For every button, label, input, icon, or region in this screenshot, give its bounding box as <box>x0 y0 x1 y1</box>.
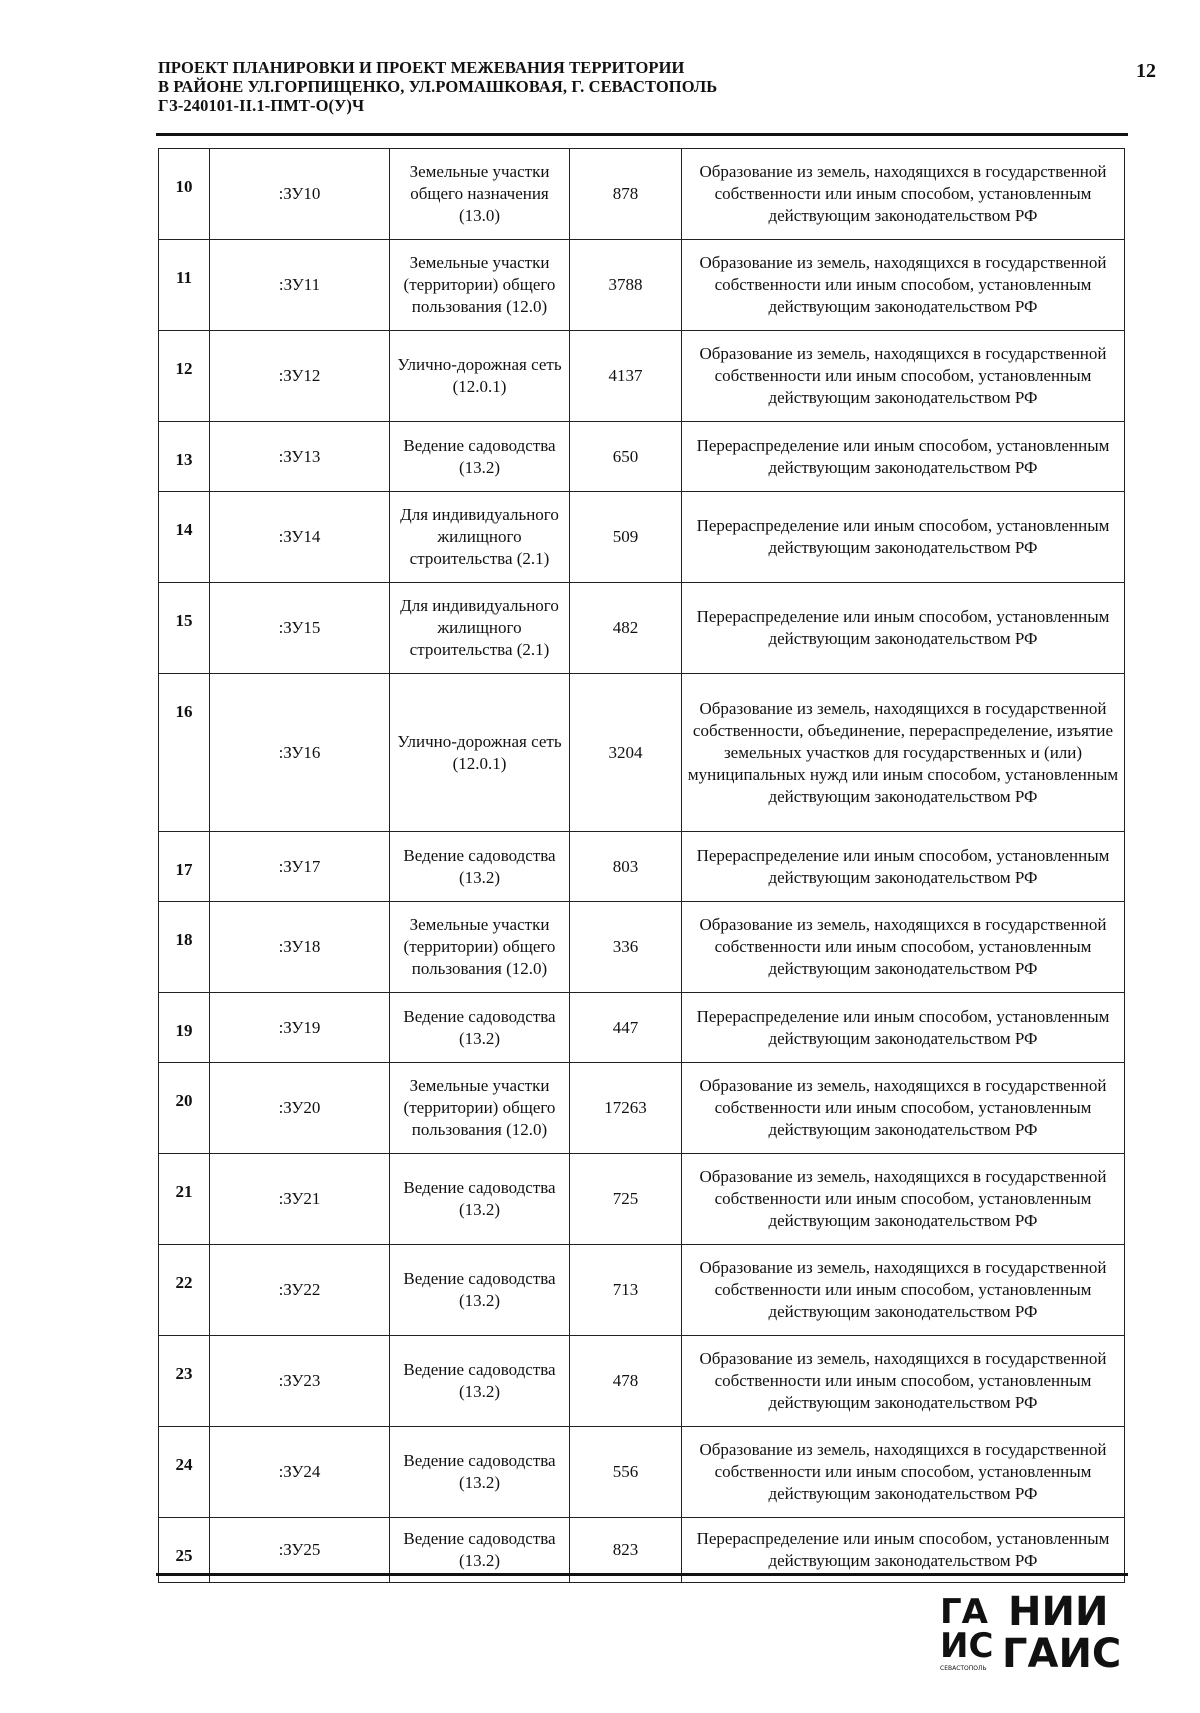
permitted-use: Ведение садоводства (13.2) <box>390 1427 570 1518</box>
permitted-use: Ведение садоводства (13.2) <box>390 993 570 1063</box>
row-number: 11 <box>159 240 210 331</box>
formation-method: Образование из земель, находящихся в государственной собственности или иным способом, установленным действующим законодательством РФ <box>682 1154 1125 1245</box>
table-row <box>159 1063 1125 1154</box>
row-number: 10 <box>159 149 210 240</box>
plot-area: 336 <box>570 902 682 993</box>
row-number: 20 <box>159 1063 210 1154</box>
plot-designation: :ЗУ10 <box>210 149 390 240</box>
permitted-use: Ведение садоводства (13.2) <box>390 1518 570 1583</box>
page-number: 12 <box>1136 60 1156 82</box>
permitted-use: Ведение садоводства (13.2) <box>390 422 570 492</box>
plot-designation: :ЗУ21 <box>210 1154 390 1245</box>
nii-gais-logo <box>938 1587 1122 1673</box>
row-number: 16 <box>159 674 210 832</box>
permitted-use: Для индивидуального жилищного строительства (2.1) <box>390 583 570 674</box>
plot-area: 17263 <box>570 1063 682 1154</box>
table-row <box>159 583 1125 674</box>
plot-area: 713 <box>570 1245 682 1336</box>
formation-method: Перераспределение или иным способом, установленным действующим законодательством РФ <box>682 583 1125 674</box>
logo-city: СЕВАСТОПОЛЬ <box>940 1665 987 1672</box>
document-code: ГЗ-240101-II.1-ПМТ-О(У)Ч <box>158 96 365 115</box>
logo-mark-top: ГА <box>940 1592 988 1632</box>
plot-designation: :ЗУ18 <box>210 902 390 993</box>
table-row <box>159 1336 1125 1427</box>
plot-area: 509 <box>570 492 682 583</box>
permitted-use: Земельные участки общего назначения (13.0) <box>390 149 570 240</box>
row-number: 18 <box>159 902 210 993</box>
plot-designation: :ЗУ13 <box>210 422 390 492</box>
table-body <box>159 149 1125 1583</box>
formation-method: Перераспределение или иным способом, установленным действующим законодательством РФ <box>682 492 1125 583</box>
plot-designation: :ЗУ20 <box>210 1063 390 1154</box>
row-number: 22 <box>159 1245 210 1336</box>
table-row <box>159 902 1125 993</box>
plot-area: 823 <box>570 1518 682 1583</box>
footer-rule <box>156 1573 1128 1576</box>
plot-designation: :ЗУ24 <box>210 1427 390 1518</box>
plot-area: 3788 <box>570 240 682 331</box>
logo-mark-bottom: ИС <box>940 1626 994 1666</box>
table-row <box>159 331 1125 422</box>
land-plots-table <box>158 148 1125 1583</box>
row-number: 21 <box>159 1154 210 1245</box>
plot-area: 4137 <box>570 331 682 422</box>
permitted-use: Ведение садоводства (13.2) <box>390 832 570 902</box>
formation-method: Перераспределение или иным способом, установленным действующим законодательством РФ <box>682 1518 1125 1583</box>
row-number: 14 <box>159 492 210 583</box>
formation-method: Образование из земель, находящихся в государственной собственности или иным способом, установленным действующим законодательством РФ <box>682 1336 1125 1427</box>
table-row <box>159 674 1125 832</box>
permitted-use: Ведение садоводства (13.2) <box>390 1336 570 1427</box>
table-row <box>159 240 1125 331</box>
plot-designation: :ЗУ12 <box>210 331 390 422</box>
document-header <box>158 58 1118 115</box>
table-row <box>159 993 1125 1063</box>
plot-area: 878 <box>570 149 682 240</box>
row-number: 12 <box>159 331 210 422</box>
formation-method: Перераспределение или иным способом, установленным действующим законодательством РФ <box>682 993 1125 1063</box>
formation-method: Перераспределение или иным способом, установленным действующим законодательством РФ <box>682 422 1125 492</box>
table-row <box>159 149 1125 240</box>
permitted-use: Улично-дорожная сеть (12.0.1) <box>390 331 570 422</box>
formation-method: Образование из земель, находящихся в государственной собственности или иным способом, установленным действующим законодательством РФ <box>682 149 1125 240</box>
logo-name-top: НИИ <box>1008 1589 1109 1635</box>
formation-method: Образование из земель, находящихся в государственной собственности или иным способом, установленным действующим законодательством РФ <box>682 902 1125 993</box>
plot-designation: :ЗУ22 <box>210 1245 390 1336</box>
formation-method: Перераспределение или иным способом, установленным действующим законодательством РФ <box>682 832 1125 902</box>
project-title-line-1: ПРОЕКТ ПЛАНИРОВКИ И ПРОЕКТ МЕЖЕВАНИЯ ТЕРРИТОРИИ <box>158 58 685 77</box>
permitted-use: Земельные участки (территории) общего пользования (12.0) <box>390 1063 570 1154</box>
plot-designation: :ЗУ16 <box>210 674 390 832</box>
header-rule <box>156 133 1128 136</box>
permitted-use: Земельные участки (территории) общего пользования (12.0) <box>390 902 570 993</box>
plot-designation: :ЗУ25 <box>210 1518 390 1583</box>
plot-designation: :ЗУ23 <box>210 1336 390 1427</box>
row-number: 23 <box>159 1336 210 1427</box>
table-row <box>159 422 1125 492</box>
plot-designation: :ЗУ17 <box>210 832 390 902</box>
formation-method: Образование из земель, находящихся в государственной собственности или иным способом, установленным действующим законодательством РФ <box>682 1427 1125 1518</box>
plot-designation: :ЗУ11 <box>210 240 390 331</box>
permitted-use: Земельные участки (территории) общего пользования (12.0) <box>390 240 570 331</box>
formation-method: Образование из земель, находящихся в государственной собственности или иным способом, установленным действующим законодательством РФ <box>682 240 1125 331</box>
plot-area: 650 <box>570 422 682 492</box>
project-title-line-2: В РАЙОНЕ УЛ.ГОРПИЩЕНКО, УЛ.РОМАШКОВАЯ, Г. СЕВАСТОПОЛЬ <box>158 77 718 96</box>
plot-designation: :ЗУ14 <box>210 492 390 583</box>
formation-method: Образование из земель, находящихся в государственной собственности или иным способом, установленным действующим законодательством РФ <box>682 1245 1125 1336</box>
row-number: 24 <box>159 1427 210 1518</box>
table-row <box>159 492 1125 583</box>
plot-area: 478 <box>570 1336 682 1427</box>
plot-area: 556 <box>570 1427 682 1518</box>
permitted-use: Для индивидуального жилищного строительства (2.1) <box>390 492 570 583</box>
row-number: 19 <box>159 993 210 1063</box>
table-row <box>159 1154 1125 1245</box>
logo-name-bottom: ГАИС <box>1002 1631 1122 1673</box>
permitted-use: Ведение садоводства (13.2) <box>390 1154 570 1245</box>
row-number: 15 <box>159 583 210 674</box>
formation-method: Образование из земель, находящихся в государственной собственности или иным способом, установленным действующим законодательством РФ <box>682 331 1125 422</box>
row-number: 25 <box>159 1518 210 1583</box>
plot-designation: :ЗУ15 <box>210 583 390 674</box>
plot-area: 3204 <box>570 674 682 832</box>
plot-area: 447 <box>570 993 682 1063</box>
plot-designation: :ЗУ19 <box>210 993 390 1063</box>
table-row <box>159 1427 1125 1518</box>
formation-method: Образование из земель, находящихся в государственной собственности, объединение, перераспределение, изъятие земельных участков для государственных и (или) муниципальных нужд или иным способом, установленным действующим законодательством РФ <box>682 674 1125 832</box>
plot-area: 803 <box>570 832 682 902</box>
permitted-use: Ведение садоводства (13.2) <box>390 1245 570 1336</box>
permitted-use: Улично-дорожная сеть (12.0.1) <box>390 674 570 832</box>
row-number: 17 <box>159 832 210 902</box>
plot-area: 725 <box>570 1154 682 1245</box>
table-row <box>159 832 1125 902</box>
table-row <box>159 1245 1125 1336</box>
row-number: 13 <box>159 422 210 492</box>
formation-method: Образование из земель, находящихся в государственной собственности или иным способом, установленным действующим законодательством РФ <box>682 1063 1125 1154</box>
plot-area: 482 <box>570 583 682 674</box>
